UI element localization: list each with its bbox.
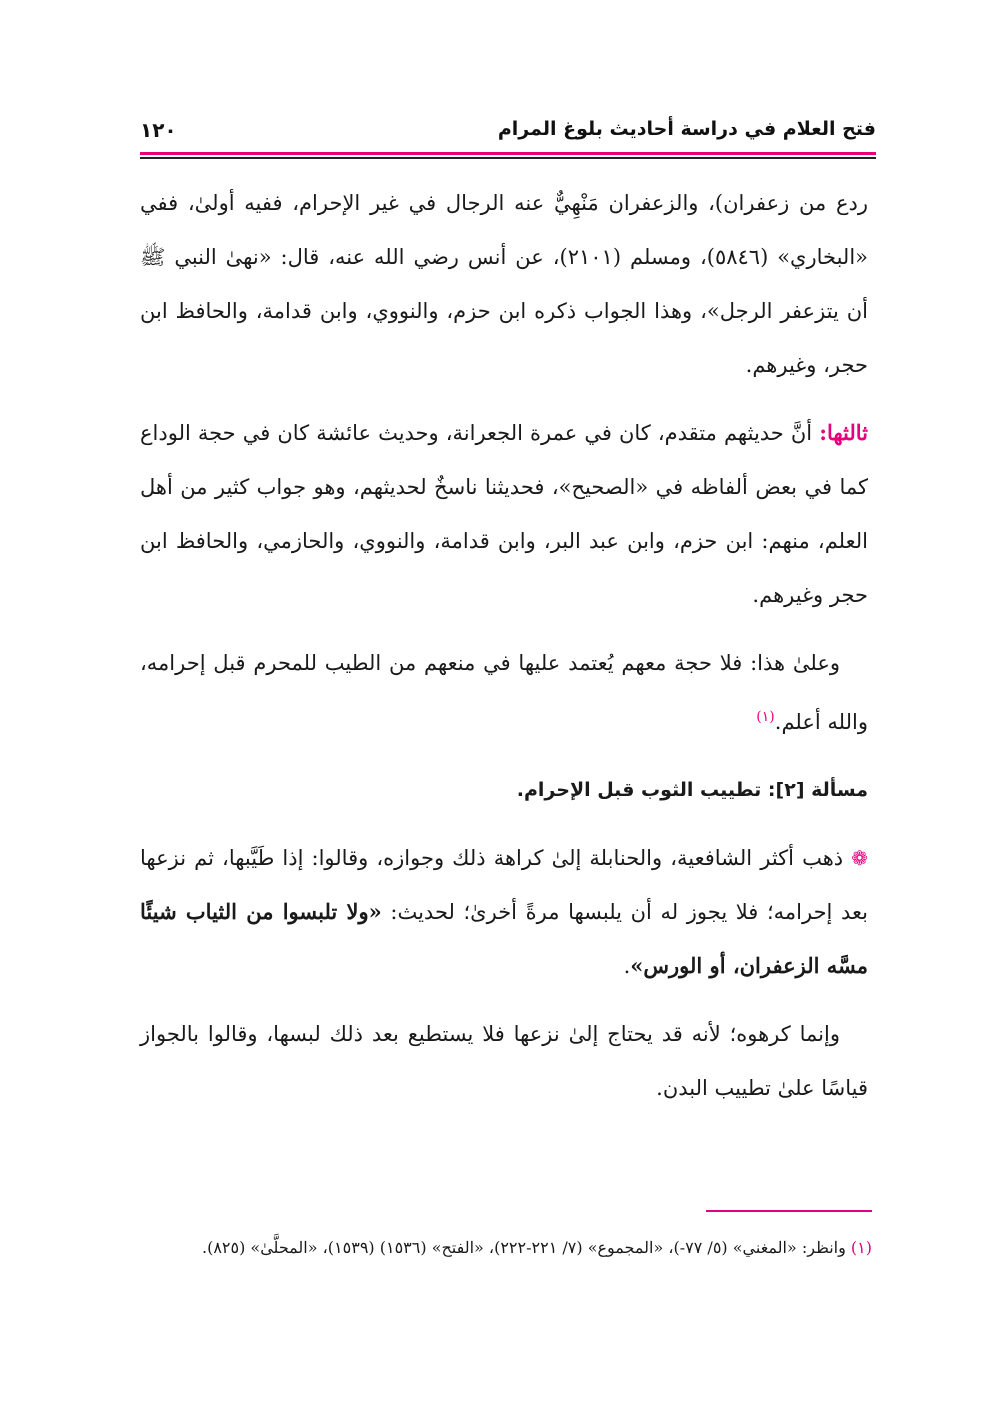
- running-title: فتح العلام في دراسة أحاديث بلوغ المرام: [497, 118, 876, 140]
- footnote-ref[interactable]: (١): [756, 709, 775, 725]
- footnote: [140, 1232, 872, 1264]
- paragraph-2: [140, 406, 868, 622]
- footnote-separator: [706, 1210, 872, 1212]
- header-rule-pink: [140, 152, 876, 155]
- third-answer-label: ثالثها:: [819, 420, 868, 445]
- paragraph-4-end: .: [623, 954, 631, 978]
- hadith-quote: «ولا تلبسوا من الثياب شيئًا مسَّه الزعفران، أو الورس»: [140, 899, 868, 978]
- paragraph-3: [140, 636, 868, 749]
- page-header: [140, 116, 876, 152]
- paragraph-2-text: أنَّ حديثهم متقدم، كان في عمرة الجعرانة، وحديث عائشة كان في حجة الوداع كما في بعض ألفاظه في «الصحيح»، فحديثنا ناسخٌ لحديثهم، وهو جواب كثير من أهل العلم، منهم: ابن حزم، وابن عبد البر، وابن قدامة، والنووي، والحازمي، والحافظ ابن حجر وغيرهم.: [140, 421, 868, 607]
- footnote-text: وانظر: «المغني» (٥/ ٧٧-)، «المجموع» (٧/ ٢٢١-٢٢٢)، «الفتح» (١٥٣٦) (١٥٣٩)، «المحلَّىٰ» (٨٢٥).: [201, 1238, 851, 1257]
- header-rule-dark: [140, 157, 876, 159]
- paragraph-4: [140, 831, 868, 993]
- issue-heading: [140, 763, 868, 817]
- flower-ornament-icon: ❁: [851, 846, 868, 870]
- paragraph-1: [140, 176, 868, 392]
- page-number: ١٢٠: [140, 118, 177, 142]
- main-text: [140, 176, 868, 1129]
- issue-title: تطييب الثوب قبل الإحرام.: [516, 779, 768, 801]
- paragraph-5-text: وإنما كرهوه؛ لأنه قد يحتاج إلىٰ نزعها فلا يستطيع بعد ذلك لبسها، وقالوا بالجواز قياسًا علىٰ تطييب البدن.: [140, 1022, 868, 1100]
- paragraph-5: [140, 1007, 868, 1115]
- footnote-number: (١): [850, 1238, 872, 1257]
- issue-label: مسألة [٢]:: [767, 779, 868, 801]
- paragraph-3-text: وعلىٰ هذا: فلا حجة معهم يُعتمد عليها في منعهم من الطيب للمحرم قبل إحرامه، والله أعلم.: [140, 651, 868, 734]
- paragraph-4-text: ذهب أكثر الشافعية، والحنابلة إلىٰ كراهة ذلك وجوازه، وقالوا: إذا طَيَّبها، ثم نزعها بعد إحرامه؛ فلا يجوز له أن يلبسها مرةً أخرىٰ؛ لحديث:: [140, 846, 868, 924]
- paragraph-1-text: ردع من زعفران)، والزعفران مَنْهِيٌّ عنه الرجال في غير الإحرام، ففيه أولىٰ، ففي «البخاري» (٥٨٤٦)، ومسلم (٢١٠١)، عن أنس رضي الله عنه، قال: «نهىٰ النبي ﷺ أن يتزعفر الرجل»، وهذا الجواب ذكره ابن حزم، والنووي، وابن قدامة، والحافظ ابن حجر، وغيرهم.: [140, 191, 868, 377]
